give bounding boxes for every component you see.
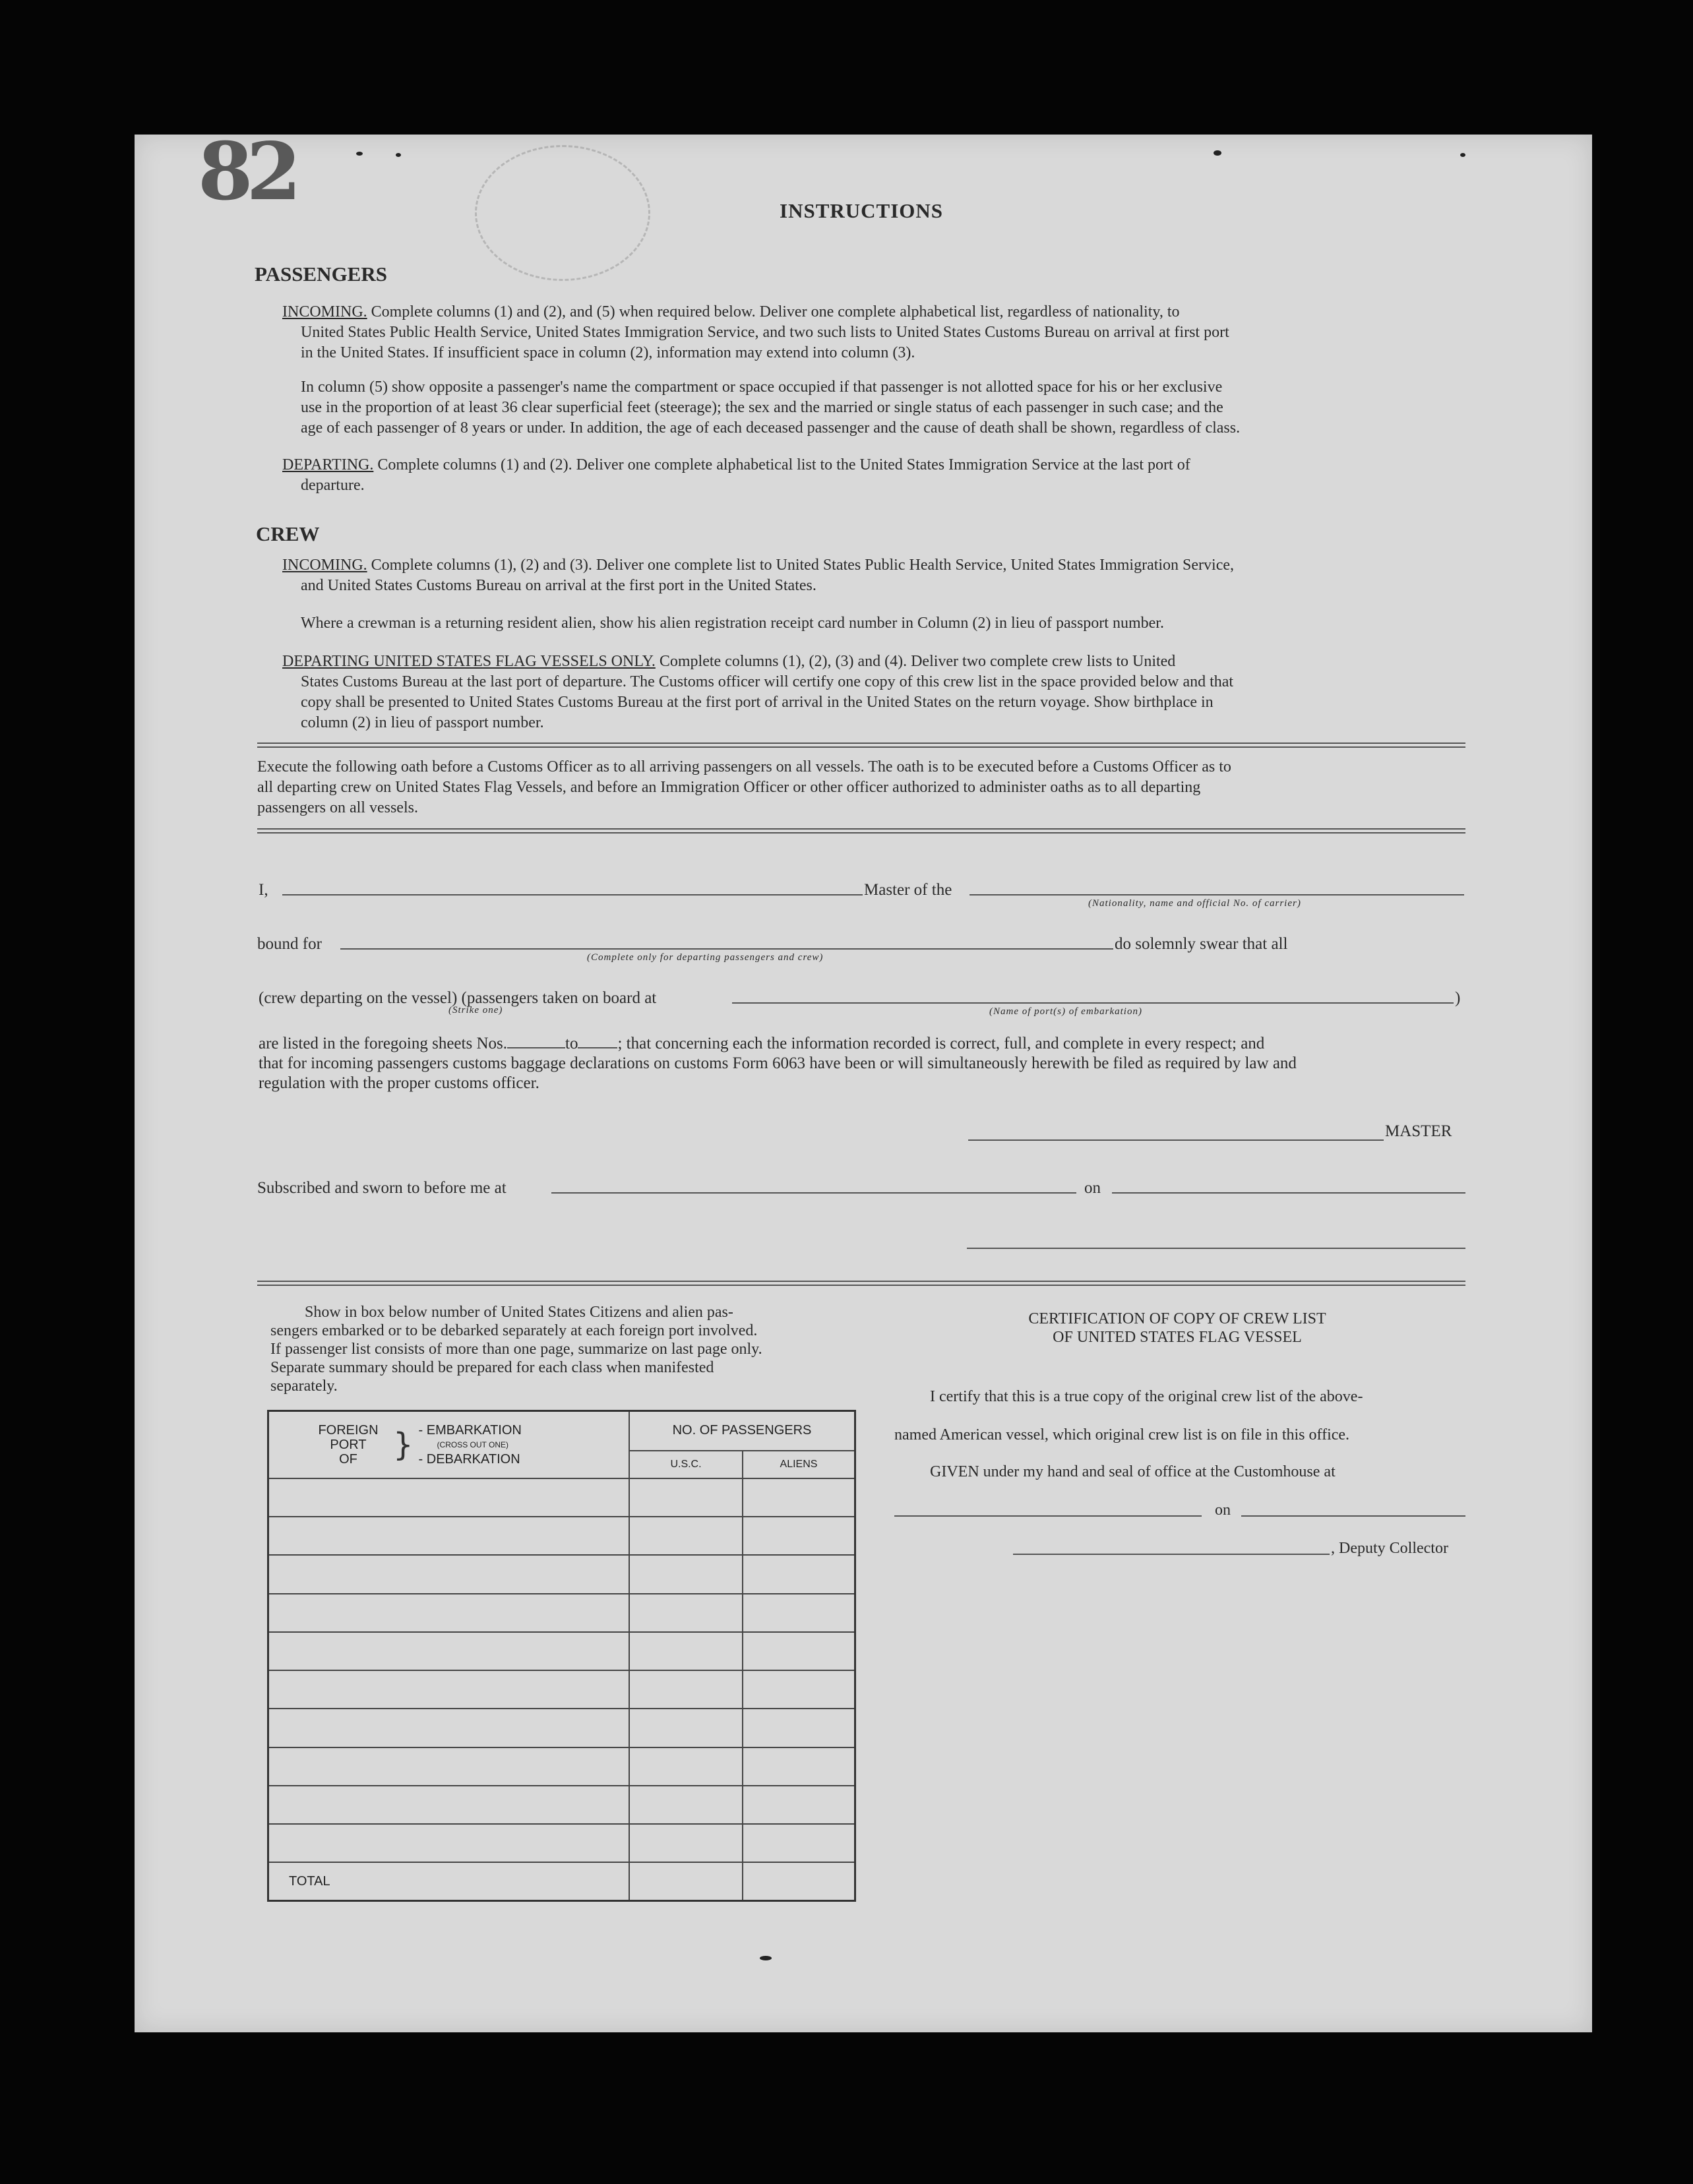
col5-line2: use in the proportion of at least 36 clear superficial feet (steerage); the sex and the married or single status of each passenger in such case; and the [301,399,1223,416]
passengers-departing-paragraph [282,455,1463,496]
table-row [268,1709,855,1747]
officer-signature-line[interactable] [967,1248,1465,1249]
crew-departing-line2: States Customs Bureau at the last port of departure. The Customs officer will certify one copy of this crew list in the space provided below and that [301,673,1234,690]
aliens-cell[interactable] [743,1594,855,1632]
crew-departing-paragraph [282,652,1463,733]
scan-speck [1460,153,1465,157]
usc-header: U.S.C. [629,1451,743,1478]
aliens-cell[interactable] [743,1786,855,1824]
port-cell[interactable] [268,1555,630,1593]
listed-line2: that for incoming passengers customs baggage declarations on customs Form 6063 have been or will simultaneously herewith be filed as required by law and [259,1054,1297,1072]
listed-line1-a: are listed in the foregoing sheets Nos. [259,1035,507,1052]
section-divider [257,828,1465,834]
sheet-from-field[interactable] [507,1047,565,1048]
crew-incoming-line1: Complete columns (1), (2) and (3). Deliver one complete list to United States Public Health Service, United States Immigration Service, [371,557,1235,574]
strike-one-caption: (Strike one) [448,1005,503,1016]
total-usc-cell[interactable] [629,1862,743,1900]
port-cell[interactable] [268,1670,630,1709]
usc-cell[interactable] [629,1709,743,1747]
subscribed-date-field[interactable] [1112,1192,1465,1194]
port-cell[interactable] [268,1824,630,1862]
oath-intro-paragraph [257,757,1465,818]
faint-seal-stamp [475,145,650,281]
oath-intro-line1: Execute the following oath before a Customs Officer as to all arriving passengers on all vessels. The oath is to be executed before a Customs Officer as to [257,758,1231,775]
departing-line1: Complete columns (1) and (2). Deliver one complete alphabetical list to the United States Immigration Service at the last port of [377,456,1190,473]
aliens-cell[interactable] [743,1670,855,1709]
master-name-field[interactable] [282,894,863,895]
usc-cell[interactable] [629,1478,743,1517]
certification-line2: named American vessel, which original crew list is on file in this office. [894,1426,1350,1443]
crew-incoming-line2: and United States Customs Bureau on arrival at the first port in the United States. [301,577,816,594]
subscribed-on-label: on [1084,1179,1101,1197]
passenger-summary-table [267,1410,856,1902]
incoming-line2: United States Public Health Service, United States Immigration Service, and two such lists to United States Customs Bureau on arrival at first port [301,324,1229,341]
brace-icon: } [393,1426,414,1463]
certification-heading [897,1310,1458,1347]
crew-departing-lead: DEPARTING UNITED STATES FLAG VESSELS ONLY. [282,653,656,670]
total-row [268,1862,855,1900]
summary-line4: Separate summary should be prepared for each class when manifested [270,1359,714,1376]
departing-lead: DEPARTING. [282,456,374,473]
crew-incoming-lead: INCOMING. [282,557,367,574]
section-divider [257,743,1465,748]
certification-heading2: OF UNITED STATES FLAG VESSEL [1053,1329,1302,1346]
carrier-field[interactable] [970,894,1464,895]
usc-cell[interactable] [629,1517,743,1555]
table-row [268,1786,855,1824]
passengers-incoming-paragraph [282,302,1463,363]
oath-intro-line2: all departing crew on United States Flag Vessels, and before an Immigration Officer or other officer authorized to administer oaths as to all departing [257,779,1201,796]
sheet-to-field[interactable] [578,1047,617,1048]
table-row [268,1555,855,1593]
usc-cell[interactable] [629,1670,743,1709]
port-label: PORT [330,1437,367,1452]
handwritten-page-number: 82 [198,125,295,218]
port-cell[interactable] [268,1594,630,1632]
subscribed-place-field[interactable] [551,1192,1076,1194]
crew-heading: CREW [256,522,320,545]
embarkation-label: - EMBARKATION [418,1422,522,1438]
aliens-cell[interactable] [743,1632,855,1670]
master-label: MASTER [1385,1122,1452,1140]
usc-cell[interactable] [629,1632,743,1670]
table-row [268,1517,855,1555]
table-row [268,1594,855,1632]
certification-heading1: CERTIFICATION OF COPY OF CREW LIST [1028,1310,1326,1327]
total-aliens-cell[interactable] [743,1862,855,1900]
summary-paragraph [270,1303,853,1395]
crew-departing-label: (crew departing on the vessel) (passengers taken on board at [259,989,657,1007]
port-cell[interactable] [268,1709,630,1747]
table-row [268,1747,855,1786]
passengers-heading: PASSENGERS [255,262,387,286]
embarkation-port-field[interactable] [732,1002,1454,1004]
port-cell[interactable] [268,1632,630,1670]
listed-line3: regulation with the proper customs officer. [259,1074,539,1092]
crew-incoming-paragraph [282,555,1463,596]
deputy-collector-signature-line[interactable] [1013,1554,1330,1555]
port-header-cell [268,1411,630,1478]
certification-date-field[interactable] [1241,1515,1465,1517]
usc-cell[interactable] [629,1555,743,1593]
aliens-header: ALIENS [743,1451,855,1478]
complete-only-caption: (Complete only for departing passengers and crew) [587,952,824,963]
table-row [268,1824,855,1862]
usc-cell[interactable] [629,1747,743,1786]
page-title: INSTRUCTIONS [780,199,944,222]
summary-line3: If passenger list consists of more than one page, summarize on last page only. [270,1341,762,1358]
aliens-cell[interactable] [743,1478,855,1517]
scan-speck [760,1956,772,1960]
crew-departing-line3: copy shall be presented to United States Customs Bureau at the first port of arrival in the United States on the return voyage. Show birthplace in [301,694,1214,711]
nationality-caption: (Nationality, name and official No. of carrier) [1088,898,1301,909]
col5-line3: age of each passenger of 8 years or under. In addition, the age of each deceased passenger and the cause of death shall be shown, regardless of class. [301,419,1241,437]
summary-line5: separately. [270,1378,338,1395]
incoming-line3: in the United States. If insufficient space in column (2), information may extend into column (3). [301,344,915,361]
debarkation-label: - DEBARKATION [418,1451,520,1467]
scan-speck [356,152,363,156]
crew-departing-line4: column (2) in lieu of passport number. [301,714,544,731]
scan-speck [396,153,401,157]
master-of-the-label: Master of the [864,881,952,899]
bound-for-field[interactable] [340,948,1113,950]
crew-alien-line: Where a crewman is a returning resident alien, show his alien registration receipt card number in Column (2) in lieu of passport number. [301,615,1164,632]
scan-speck [1214,150,1221,156]
oath-i-label: I, [259,881,268,899]
listed-to: to [565,1035,578,1052]
incoming-line1: Complete columns (1) and (2), and (5) when required below. Deliver one complete alphabetical list, regardless of nationality, to [371,303,1180,320]
total-label: TOTAL [268,1862,630,1900]
port-cell[interactable] [268,1478,630,1517]
master-signature-line[interactable] [968,1139,1384,1141]
listed-line1-b: ; that concerning each the information recorded is correct, full, and complete in every respect; and [617,1035,1265,1052]
passengers-column5-paragraph [301,377,1463,439]
port-embarkation-caption: (Name of port(s) of embarkation) [989,1006,1142,1017]
certification-line1: I certify that this is a true copy of the original crew list of the above- [930,1388,1363,1405]
certification-on-label: on [1215,1502,1231,1519]
port-cell[interactable] [268,1517,630,1555]
crew-departing-line1: Complete columns (1), (2), (3) and (4). Deliver two complete crew lists to United [659,653,1176,670]
summary-line2: sengers embarked or to be debarked separately at each foreign port involved. [270,1322,758,1339]
aliens-cell[interactable] [743,1824,855,1862]
aliens-cell[interactable] [743,1517,855,1555]
port-cell[interactable] [268,1747,630,1786]
customhouse-place-field[interactable] [894,1515,1202,1517]
usc-cell[interactable] [629,1824,743,1862]
subscribed-label: Subscribed and sworn to before me at [257,1179,507,1197]
deputy-collector-label: , Deputy Collector [1331,1540,1448,1557]
close-paren: ) [1455,989,1461,1007]
no-of-passengers-header: NO. OF PASSENGERS [629,1411,855,1451]
usc-cell[interactable] [629,1786,743,1824]
foreign-label: FOREIGN [318,1422,379,1438]
table-row [268,1670,855,1709]
do-solemnly-label: do solemnly swear that all [1115,935,1288,953]
certification-line3: GIVEN under my hand and seal of office at the Customhouse at [930,1463,1336,1480]
listed-paragraph [259,1034,1465,1093]
bound-for-label: bound for [257,935,322,953]
section-divider [257,1281,1465,1286]
usc-cell[interactable] [629,1594,743,1632]
table-row [268,1478,855,1517]
cross-out-one-label: (CROSS OUT ONE) [437,1440,508,1449]
of-label: OF [339,1451,357,1467]
aliens-cell[interactable] [743,1747,855,1786]
aliens-cell[interactable] [743,1555,855,1593]
oath-intro-line3: passengers on all vessels. [257,799,418,816]
departing-line2: departure. [301,477,365,494]
aliens-cell[interactable] [743,1709,855,1747]
summary-line1: Show in box below number of United States Citizens and alien pas- [305,1304,733,1321]
table-row [268,1632,855,1670]
col5-line1: In column (5) show opposite a passenger's name the compartment or space occupied if that passenger is not allotted space for his or her exclusive [301,379,1223,396]
port-cell[interactable] [268,1786,630,1824]
incoming-lead: INCOMING. [282,303,367,320]
